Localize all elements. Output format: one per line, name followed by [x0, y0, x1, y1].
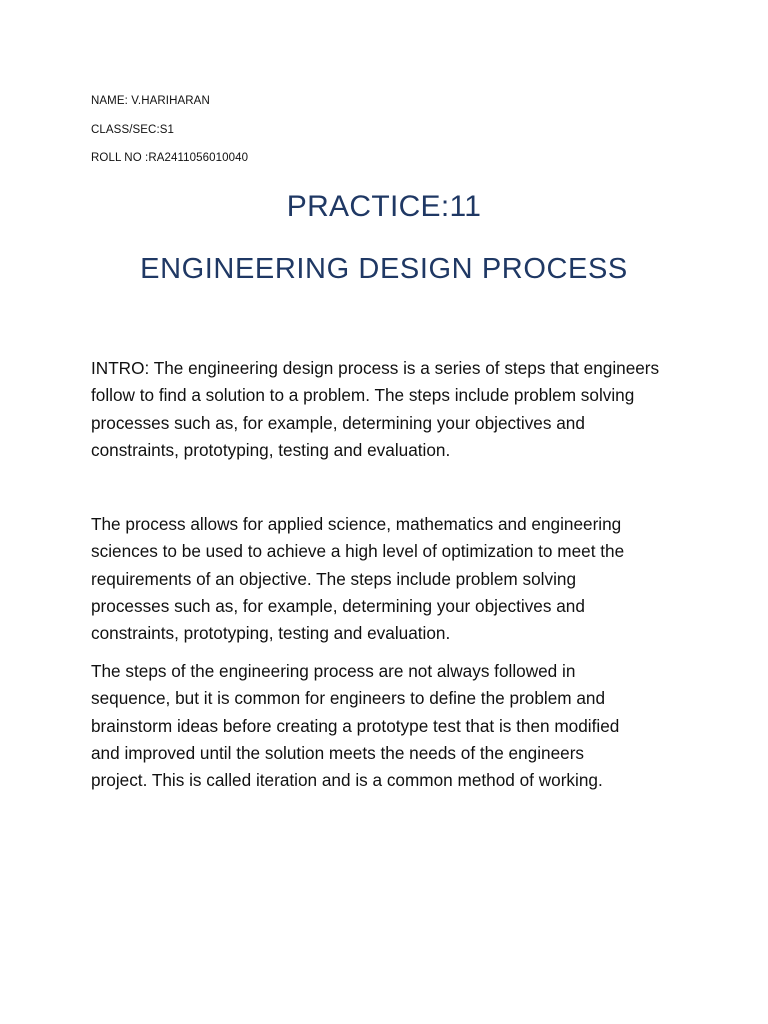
paragraph-line: The process allows for applied science, mathematics and engineering — [91, 514, 622, 534]
paragraph-line: processes such as, for example, determining your objectives and — [91, 412, 585, 433]
roll-number: ROLL NO :RA2411056010040 — [91, 152, 249, 164]
page-title: ENGINEERING DESIGN PROCESS — [140, 253, 628, 285]
process-paragraph — [91, 511, 691, 647]
paragraph-line: sequence, but it is common for engineers to define the problem and — [91, 688, 606, 709]
intro-paragraph — [91, 355, 691, 464]
paragraph-line: The steps of the engineering process are not always followed in — [91, 661, 576, 681]
paragraph-line: project. This is called iteration and is a common method of working. — [91, 770, 603, 791]
paragraph-line: follow to find a solution to a problem. The steps include problem solving — [91, 385, 635, 406]
class-section: CLASS/SEC:S1 — [91, 124, 175, 136]
paragraph-line: INTRO: The engineering design process is a series of steps that engineers — [91, 358, 660, 378]
paragraph-line: and improved until the solution meets the needs of the engineers — [91, 742, 585, 763]
student-name: NAME: V.HARIHARAN — [91, 95, 210, 107]
practice-heading: PRACTICE:11 — [286, 190, 482, 223]
steps-paragraph — [91, 658, 691, 794]
paragraph-line: constraints, prototyping, testing and evaluation. — [91, 439, 451, 460]
paragraph-line: requirements of an objective. The steps include problem solving — [91, 568, 577, 589]
paragraph-line: sciences to be used to achieve a high level of optimization to meet the — [91, 541, 625, 562]
paragraph-line: processes such as, for example, determining your objectives and — [91, 595, 585, 616]
paragraph-line: brainstorm ideas before creating a prototype test that is then modified — [91, 715, 620, 736]
paragraph-line: constraints, prototyping, testing and evaluation. — [91, 623, 451, 644]
